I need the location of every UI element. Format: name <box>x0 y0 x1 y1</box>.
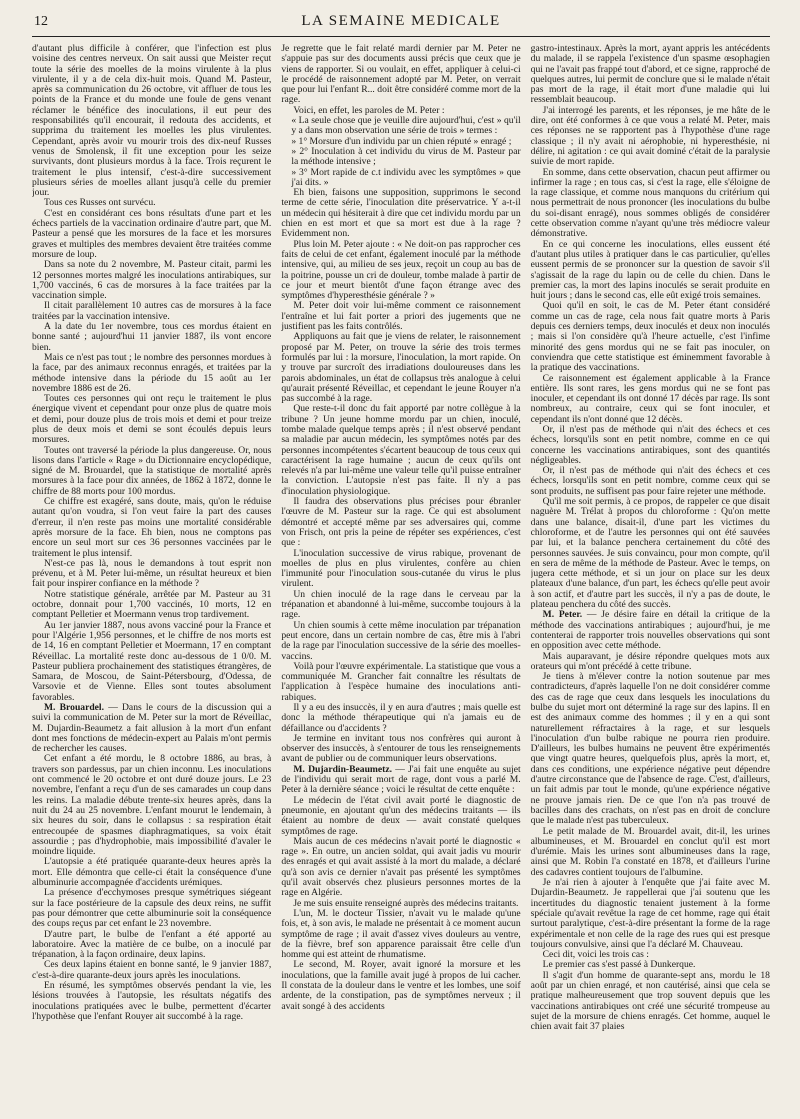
paragraph-text: Je me suis ensuite renseigné auprès des médecins traitants. <box>293 897 519 909</box>
text-columns <box>32 44 770 1109</box>
paragraph-text: En somme, dans cette observation, chacun peut affirmer ou infirmer la rage ; en tous cas, si c'est la rage, elle s'éloigne de la rage classique, et comme nous manquons du critérium qui nous permettrait de nous prononcer (les inoculations du bulbe du soi-disant enragé), nous sommes obligés de considérer cette observation comme n'ayant qu'une très médiocre valeur démonstrative. <box>530 166 770 240</box>
paragraph <box>281 332 520 404</box>
paragraph-text: gastro-intestinaux. Après la mort, ayant appris les antécédents du malade, il se rappela l'existence d'un spasme œsophagien qui ne l'avait pas frappé tout d'abord, et ce signe, rapproché de quelques autres, lui permit de conclure que si le malade n'était pas mort de la rage, il était mort d'une maladie qui lui ressemblait beaucoup. <box>530 44 770 106</box>
paragraph-text: Ce raisonnement est également applicable à la France entière. Ils sont rares, les gens mordus qui ne se font pas inoculer, et cependant ils ont donné 17 décès par rage. Ils sont nombreux, au contraire, ceux qui se font inoculer, et cependant ils n'ont donné que 12 décès. <box>530 372 770 425</box>
paragraph <box>531 168 770 240</box>
newspaper-page <box>32 10 770 1109</box>
paragraph-text: — Je désire faire en détail la critique de la méthode des vaccinations antirabiques ; aujourd'hui, je me contenterai de rapporter trois nouvelles observations qui sont en opposition avec cette méthode. <box>530 609 770 652</box>
paragraph <box>32 44 271 198</box>
paragraph-text: Toutes ces personnes qui ont reçu le traitement le plus énergique vivent et cependant pour onze plus de quatre mois et demi, pour douze plus de trois mois et demi et pour treize plus de deux mois et demi se sont écoulés depuis leurs morsures. <box>32 393 272 446</box>
paragraph <box>281 662 520 703</box>
paragraph <box>32 857 271 888</box>
paragraph-text: L'inoculation successive de virus rabique, provenant de moelles de plus en plus virulentes, confère au chien l'immunité pour l'inoculation sous-cutanée du virus le plus virulent. <box>281 547 521 590</box>
column-left <box>32 44 271 1109</box>
paragraph-text: L'un, M. le docteur Tissier, n'avait vu le malade qu'une fois, et, à son avis, le malade ne présentait à ce moment aucun symptôme de rage ; il avait d'assez vives douleurs au ventre, de la fièvre, bref son apparence paraissait être celle d'un homme qui est atteint de rhumatisme. <box>281 907 521 961</box>
paragraph-text: Toutes ont traversé la période la plus dangereuse. Or, nous lisons dans l'article « Rage » du Dictionnaire encyclopédique, signé de M. Brouardel, que la statistique de mortalité après morsures à la face pour dix années, de 1862 à 1872, donne le chiffre de 88 morts pour 100 mordus. <box>32 444 272 497</box>
paragraph-text: Il faudra des observations plus précises pour ébranler l'œuvre de M. Pasteur sur la rage. Ce qui est absolument démontré et accepté même par ses adversaires qui, comme von Frisch, ont pris la peine de répéter ses expériences, c'est que : <box>281 496 521 549</box>
paragraph-text: Cet enfant a été mordu, le 8 octobre 1886, au bras, à travers son pardessus, par un chien inconnu. Les inoculations ont commencé le 20 octobre et ont duré douze jours. Le 23 novembre, l'enfant a reçu d'un de ses camarades un coup dans les reins. La maladie débute trente-six heures après, dans la nuit du 24 au 25 novembre. L'enfant mourut le lendemain, à six heures du soir, dans le collapsus : sa respiration était entrecoupée de spasmes diaphragmatiques, sa voix était assourdie ; pas d'hydrophobie, mais impossibilité d'avaler le moindre liquide. <box>32 753 272 858</box>
paragraph <box>32 930 271 961</box>
paragraph <box>281 188 520 239</box>
paragraph <box>32 260 271 301</box>
paragraph <box>531 374 770 425</box>
paragraph <box>32 888 271 929</box>
paragraph <box>531 497 770 610</box>
paragraph <box>32 301 271 322</box>
paragraph <box>281 909 520 960</box>
paragraph-text: Un chien inoculé de la rage dans le cerveau par la trépanation et abandonné à lui-même, succombe toujours à la rage. <box>281 588 521 621</box>
paragraph-text: C'est en considérant ces bons résultats d'une part et les échecs partiels de la vaccination ordinaire d'autre part, que M. Pasteur a pensé que les morsures de la face et les morsures graves et multiples des membres devaient être traitées comme morsure de loup. <box>32 207 272 260</box>
paragraph <box>281 497 520 548</box>
paragraph <box>531 878 770 950</box>
paragraph <box>32 703 271 754</box>
paragraph-text: Ce chiffre est exagéré, sans doute, mais, qu'on le réduise autant qu'on voudra, si l'on veut faire la part des causes d'erreur, il n'en reste pas moins une mortalité considérable après morsure de la face. Eh bien, nous ne comptons pas encore un seul mort sur ces 36 personnes vaccinées par le traitement le plus intensif. <box>32 496 272 559</box>
paragraph-text: Quoi qu'il en soit, le cas de M. Peter étant considéré comme un cas de rage, cela nous fait quatre morts à Paris depuis ces derniers temps, deux inoculés et deux non inoculés ; mais si l'on considère qu'à l'heure actuelle, c'est l'infime minorité des gens mordus qui ne se fait pas inoculer, on conviendra que cette statistique est éminemment favorable à la pratique des vaccinations. <box>530 300 770 374</box>
paragraph <box>531 466 770 497</box>
paragraph <box>281 116 520 137</box>
paragraph <box>32 981 271 1022</box>
paragraph <box>281 837 520 899</box>
paragraph-text: Le petit malade de M. Brouardel avait, dit-il, les urines albumineuses, et M. Brouardel en conclut qu'il est mort d'urémie. Mais les urines sont albumineuses dans la rage, ainsi que M. Robin l'a constaté en 1878, et d'ailleurs l'urine des cadavres contient toujours de l'albumine. <box>530 825 770 878</box>
paragraph-text: En ce qui concerne les inoculations, elles eussent été d'autant plus utiles à pratiquer dans le cas particulier, qu'elles eussent permis de se prononcer sur la question de savoir s'il s'agissait de la rage du lapin ou de celle du chien. Dans le premier cas, la mort des lapins inoculés se serait produite en huit jours ; dans le second cas, elle eût exigé trois semaines. <box>530 238 770 302</box>
page-header <box>32 10 770 37</box>
paragraph <box>32 322 271 353</box>
paragraph <box>32 960 271 981</box>
paragraph-text: » 2° Inoculation à cet individu du virus de M. Pasteur par la méthode intensive ; <box>291 145 521 168</box>
paragraph-text: Je n'ai rien à ajouter à l'enquête que j'ai faite avec M. Dujardin-Beaumetz. Je rappellerai que j'ai soutenu que les incertitudes du diagnostic tenaient justement à la forme spéciale qu'avait revêtue la rage de cet homme, rage qui était surtout paralytique, c'est-à-dire présentant la forme de la rage expérimentale et non celle de la rage des rues qui est presque toujours convulsive, ainsi que l'a déclaré M. Chauveau. <box>530 877 770 950</box>
paragraph-text: Il y a eu des insuccès, il y en aura d'autres ; mais quelle est donc la méthode thérapeutique qui n'a jamais eu de défaillance ou d'accidents ? <box>281 702 521 734</box>
paragraph-text: A la date du 1er novembre, tous ces mordus étaient en bonne santé ; aujourd'hui 11 janvier 1887, ils vont encore bien. <box>32 321 272 353</box>
paragraph-text: » 3° Mort rapide de c.t individu avec les symptômes » que j'ai dits. » <box>291 166 521 188</box>
paragraph <box>281 147 520 168</box>
paragraph-text: Dans sa note du 2 novembre, M. Pasteur citait, parmi les 12 personnes mortes malgré les inoculations antirabiques, sur 1,700 vaccinés, 6 cas de morsures à la face traitées par la vaccination simple. <box>32 259 272 302</box>
paragraph-text: Mais aucun de ces médecins n'avait porté le diagnostic « rage ». En outre, un ancien soldat, qui avait jadis vu mourir des enragés et qui avait assisté à la mort du malade, a déclaré qu'à son avis ce dernier n'avait pas présenté les symptômes qu'il avait observés chez plusieurs personnes mortes de la rage en Algérie. <box>281 835 521 899</box>
paragraph-text: « La seule chose que je veuille dire aujourd'hui, c'est » qu'il y a dans mon observation une série de trois » termes : <box>291 115 521 137</box>
paragraph-text: Appliquons au fait que je viens de relater, le raisonnement proposé par M. Peter, on trouve la série des trois termes formulés par lui : la morsure, l'inoculation, la mort rapide. On y trouve par surcroît des irradiations douloureuses dans les parois abdominales, un état de collapsus très analogue à celui qu'aurait présenté Réveillac, et cependant le jeune Rouyer n'a pas succombé à la rage. <box>281 331 521 405</box>
paragraph-text: Ces deux lapins étaient en bonne santé, le 9 janvier 1887, c'est-à-dire quarante-deux jours après les inoculations. <box>32 959 272 981</box>
paragraph <box>281 404 520 497</box>
paragraph-text: Le médecin de l'état civil avait porté le diagnostic de pneumonie, en ajoutant qu'un des médecins traitants — ils étaient au nombre de deux — avait constaté quelques symptômes de rage. <box>281 794 521 837</box>
paragraph-text: J'ai interrogé les parents, et les réponses, je me hâte de le dire, ont été conformes à ce que vous a relaté M. Peter, mais ces réponses ne se rapportent pas à l'hypothèse d'une rage classique ; il n'y avait ni aérophobie, ni hyperesthésie, ni délire, ni agitation : ce qui avait dominé c'était de la paralysie suivie de mort rapide. <box>530 104 770 168</box>
speaker-name: M. Brouardel. <box>44 702 104 713</box>
paragraph <box>281 240 520 302</box>
paragraph <box>281 960 520 1011</box>
paragraph <box>32 394 271 445</box>
paragraph <box>32 497 271 559</box>
paragraph-text: D'autre part, le bulbe de l'enfant a été apporté au laboratoire. Avec la matière de ce bulbe, on a inoculé par trépanation, à la façon ordinaire, deux lapins. <box>32 928 272 961</box>
paragraph-text: — J'ai fait une enquête au sujet de l'individu qui serait mort de rage, dont vous a parlé M. Peter à la dernière séance ; voici le résultat de cette enquête : <box>281 763 521 796</box>
paragraph-text: Tous ces Russes ont survécu. <box>44 197 156 209</box>
paragraph-text: Notre statistique générale, arrêtée par M. Pasteur au 31 octobre, donnait pour 1,700 vaccinés, 10 morts, 12 en comptant Pelletier et Moermann venus trop tardivement. <box>32 588 272 621</box>
paragraph-text: Je termine en invitant tous nos confrères qui auront à observer des insuccès, à s'entourer de tous les renseignements avant de publier ou de communiquer leurs observations. <box>281 732 521 765</box>
paragraph-text: Un chien soumis à cette même inoculation par trépanation peut encore, dans un certain nombre de cas, être mis à l'abri de la rage par l'inoculation successive de la série des moelles-vaccins. <box>281 619 521 662</box>
paragraph <box>32 621 271 703</box>
paragraph <box>531 44 770 106</box>
paragraph-text: d'autant plus difficile à conférer, que l'infection est plus voisine des centres nerveux. On sait aussi que Meister reçut toute la série des moelles de la moins virulente à la plus virulente, il y a de cela dix-huit mois. Quand M. Pasteur, après sa communication du 26 octobre, vit affluer de tous les points de la France et du monde une foule de gens venant réclamer le bénéfice des inoculations, il eut peur des responsabilités qu'il encourait, il redouta des accidents, et supprima du traitement les moelles les plus virulentes. Cependant, après avoir vu mourir trois des dix-neuf Russes venus de Smolensk, il fit une exception pour les seize survivants, dont plusieurs mordus à la face. Trois reçurent le traitement le plus intensif, c'est-à-dire successivement plusieurs séries de moelles allant jusqu'à celle du premier jour. <box>32 44 272 199</box>
paragraph <box>32 353 271 394</box>
paragraph-text: Que reste-t-il donc du fait apporté par notre collègue à la tribune ? Un jeune homme mordu par un chien, inoculé, tombe malade quelque temps après ; il n'est observé pendant sa maladie par aucun médecin, les symptômes notés par des personnes incompétentes s'écartent beaucoup de tous ceux qui caractérisent la rage humaine ; aucun de ceux qu'ils ont relevés n'a par lui-même une valeur telle qu'il puisse entraîner la conviction. L'autopsie n'est pas faite. Il n'y a pas d'inoculation physiologique. <box>281 403 521 497</box>
paragraph-text: Je tiens à m'élever contre la notion soutenue par mes contradicteurs, d'après laquelle l'on ne doit considérer comme des cas de rage que ceux dans lesquels les inoculations du bulbe du sujet mort ont déterminé la rage sur des lapins. Il en est des animaux comme des hommes ; il y en a qui sont naturellement réfractaires à la rage, et sur lesquels l'inoculation d'un bulbe rabique ne pourra rien produire. D'ailleurs, les bulbes humains ne peuvent être expérimentés que vingt quatre heures, quelquefois plus, après la mort, et, dans ces conditions, une expérience négative peut dépendre d'autre circonstance que de l'absence de rage. C'est, d'ailleurs, un fait admis par tout le monde, qu'une expérience négative ne prouve jamais rien. De ce que l'on n'a pas trouvé de bacilles dans des crachats, on n'est pas en droit de conclure que le malade n'est pas tuberculeux. <box>530 671 770 827</box>
paragraph <box>531 106 770 168</box>
paragraph <box>281 734 520 765</box>
column-middle <box>281 44 520 1109</box>
paragraph-text: Qu'il me soit permis, à ce propos, de rappeler ce que disait naguère M. Trélat à propos du chloroforme : Qu'on mette dans une balance, disait-il, d'une part les victimes du chloroforme, et de l'autre les personnes qui ont été sauvées par lui, et la balance penchera certainement du côté des personnes sauvées. Je suis convaincu, pour mon compte, qu'il en sera de même de la méthode de Pasteur. Avec le temps, on jugera cette méthode, et si un jour on place sur les deux plateaux d'une balance, d'un part, les échecs qu'elle peut avoir à son actif, et d'autre part les succès, il n'y a pas de doute, le plateau penchera du côté des succès. <box>530 496 770 611</box>
paragraph <box>281 590 520 621</box>
paragraph-text: M. Peter doit voir lui-même comment ce raisonnement l'entraîne et lui fait porter a priori des jugements que ne justifient pas les faits contrôlés. <box>281 300 521 333</box>
paragraph-text: Le second, M. Royer, avait ignoré la morsure et les inoculations, que la famille avait jugé à propos de lui cacher. Il constata de la douleur dans le ventre et les lombes, une soif ardente, de la constipation, pas de symptômes nerveux ; il avait songé à des accidents <box>281 959 521 1012</box>
paragraph <box>531 425 770 466</box>
speaker-name: M. Dujardin-Beaumetz. <box>293 763 393 775</box>
paragraph <box>281 796 520 837</box>
paragraph <box>281 549 520 590</box>
paragraph <box>32 559 271 590</box>
paragraph-text: L'autopsie a été pratiquée quarante-deux heures après la mort. Elle démontra que celle-ci était la conséquence d'une albuminurie accompagnée d'accidents urémiques. <box>32 856 272 889</box>
paragraph-text: Or, il n'est pas de méthode qui n'ait des échecs et ces échecs, lorsqu'ils sont en petit nombre, comme en ce qui concerne les vaccinations antirabiques, sont des quantités négligeables. <box>530 423 770 466</box>
page-number: 12 <box>34 14 48 29</box>
paragraph-text: Je regrette que le fait relaté mardi dernier par M. Peter ne s'appuie pas sur des documents aussi précis que ceux que je viens de rapporter. Si ou voulait, en effet, appliquer à celui-ci le procédé de raisonnement adopté par M. Peter, on verrait que pour lui l'enfant R... doit être considéré comme mort de la rage. <box>281 44 521 106</box>
paragraph <box>531 240 770 302</box>
paragraph <box>32 209 271 260</box>
paragraph-text: » 1° Morsure d'un individu par un chien réputé » enragé ; <box>291 135 512 147</box>
paragraph <box>531 610 770 651</box>
paragraph <box>531 652 770 673</box>
paragraph-text: Plus loin M. Peter ajoute : « Ne doit-on pas rapprocher ces faits de celui de cet enfant, également inoculé par la méthode intensive, qui, au milieu de ses jeux, reçoit un coup au bas de la poitrine, pousse un cri de douleur, tombe malade à partir de ce jour et meurt bientôt d'une façon étrange avec des symptômes d'hyperesthésie générale ? » <box>281 238 521 302</box>
paragraph <box>32 754 271 857</box>
paragraph <box>32 590 271 621</box>
paragraph-text: Eh bien, faisons une supposition, supprimons le second terme de cette série, l'inoculation dite préservatrice. Y a-t-il un médecin qui hésiterait à dire que cet individu mordu par un chien en est mort et que sa mort est due à la rage ? Evidemment non. <box>281 187 521 240</box>
paragraph-text: La présence d'ecchymoses presque symétriques siégeant sur la face postérieure de la capsule des deux reins, ne suffit pas pour démontrer que cette albuminurie soit la conséquence des coups reçus par cet enfant le 23 novembre. <box>32 887 272 930</box>
paragraph <box>531 827 770 878</box>
paragraph-text: Le premier cas s'est passé à Dunkerque. <box>542 959 696 971</box>
column-right <box>531 44 770 1109</box>
paragraph-text: Mais ce n'est pas tout ; le nombre des personnes mordues à la face, par des animaux reconnus enragés, et traitées par la méthode intensive dans la période du 15 août au 1er novembre 1886 est de 26. <box>32 351 272 394</box>
paragraph <box>531 301 770 373</box>
paragraph-text: Ceci dit, voici les trois cas : <box>542 949 649 961</box>
paragraph-text: En résumé, les symptômes observés pendant la vie, les lésions trouvées à l'autopsie, les résultats négatifs des inoculations pratiquées avec le bulbe, permettent d'écarter l'hypothèse que l'enfant Rouyer ait succombé à la rage. <box>32 980 272 1022</box>
paragraph-text: Voilà pour l'œuvre expérimentale. La statistique que vous a communiquée M. Grancher fait connaître les résultats de l'application à l'espèce humaine des inoculations anti-rabiques. <box>281 660 521 703</box>
paragraph-text: Mais auparavant, je désire répondre quelques mots aux orateurs qui m'ont précédé à cette tribune. <box>530 650 770 672</box>
paragraph <box>531 971 770 1033</box>
paragraph-text: Au 1er janvier 1887, nous avons vacciné pour la France et pour l'Algérie 1,956 personnes, et le chiffre de nos morts est de 14, 16 en comptant Pelletier et Moermann, 17 en comptant Réveillac. La mortalité reste donc au-dessous de 1 0/0. M. Pasteur publiera prochainement des statistiques étrangères, de Samara, de Moscou, de Saint-Pétersbourg, d'Odessa, de Varsovie et de Vienne. Elles sont toutes absolument favorables. <box>32 619 272 703</box>
paragraph-text: N'est-ce pas là, nous le demandons à tout esprit non prévenu, et à M. Peter lui-même, un résultat heureux et bien fait pour inspirer confiance en la méthode ? <box>32 557 272 590</box>
speaker-name: M. Peter. <box>542 609 583 621</box>
paragraph-text: Il s'agit d'un homme de quarante-sept ans, mordu le 18 août par un chien enragé, et non cautérisé, ainsi que cela se pratique malheureusement que trop souvent depuis que les vaccinations antirabiques ont créé une sécurité trompeuse au sujet de la morsure de chiens enragés. Cet homme, auquel le chien avait fait 37 plaies <box>530 969 770 1033</box>
paragraph-text: Or, il n'est pas de méthode qui n'ait des échecs et ces échecs, lorsqu'ils sont en petit nombre, comme ceux qui se sont produits, ne suffisent pas pour faire rejeter une méthode. <box>530 465 770 497</box>
paragraph-text: Il citait parallèlement 10 autres cas de morsures à la face traitées par la vaccination intensive. <box>32 300 272 322</box>
paragraph <box>281 703 520 734</box>
running-title: LA SEMAINE MEDICALE <box>301 13 501 29</box>
paragraph <box>531 672 770 826</box>
paragraph <box>281 44 520 106</box>
paragraph <box>281 765 520 796</box>
paragraph-text: Voici, en effet, les paroles de M. Peter : <box>293 104 445 116</box>
paragraph <box>281 168 520 189</box>
paragraph <box>281 301 520 332</box>
paragraph <box>32 446 271 497</box>
paragraph-text: — Dans le cours de la discussion qui a suivi la communication de M. Peter sur la mort de Réveillac, M. Dujardin-Beaumetz a fait allusion à la mort d'un enfant dont mes fonctions de médecin-expert au Palais m'ont permis de rechercher les causes. <box>32 702 272 755</box>
paragraph <box>281 621 520 662</box>
